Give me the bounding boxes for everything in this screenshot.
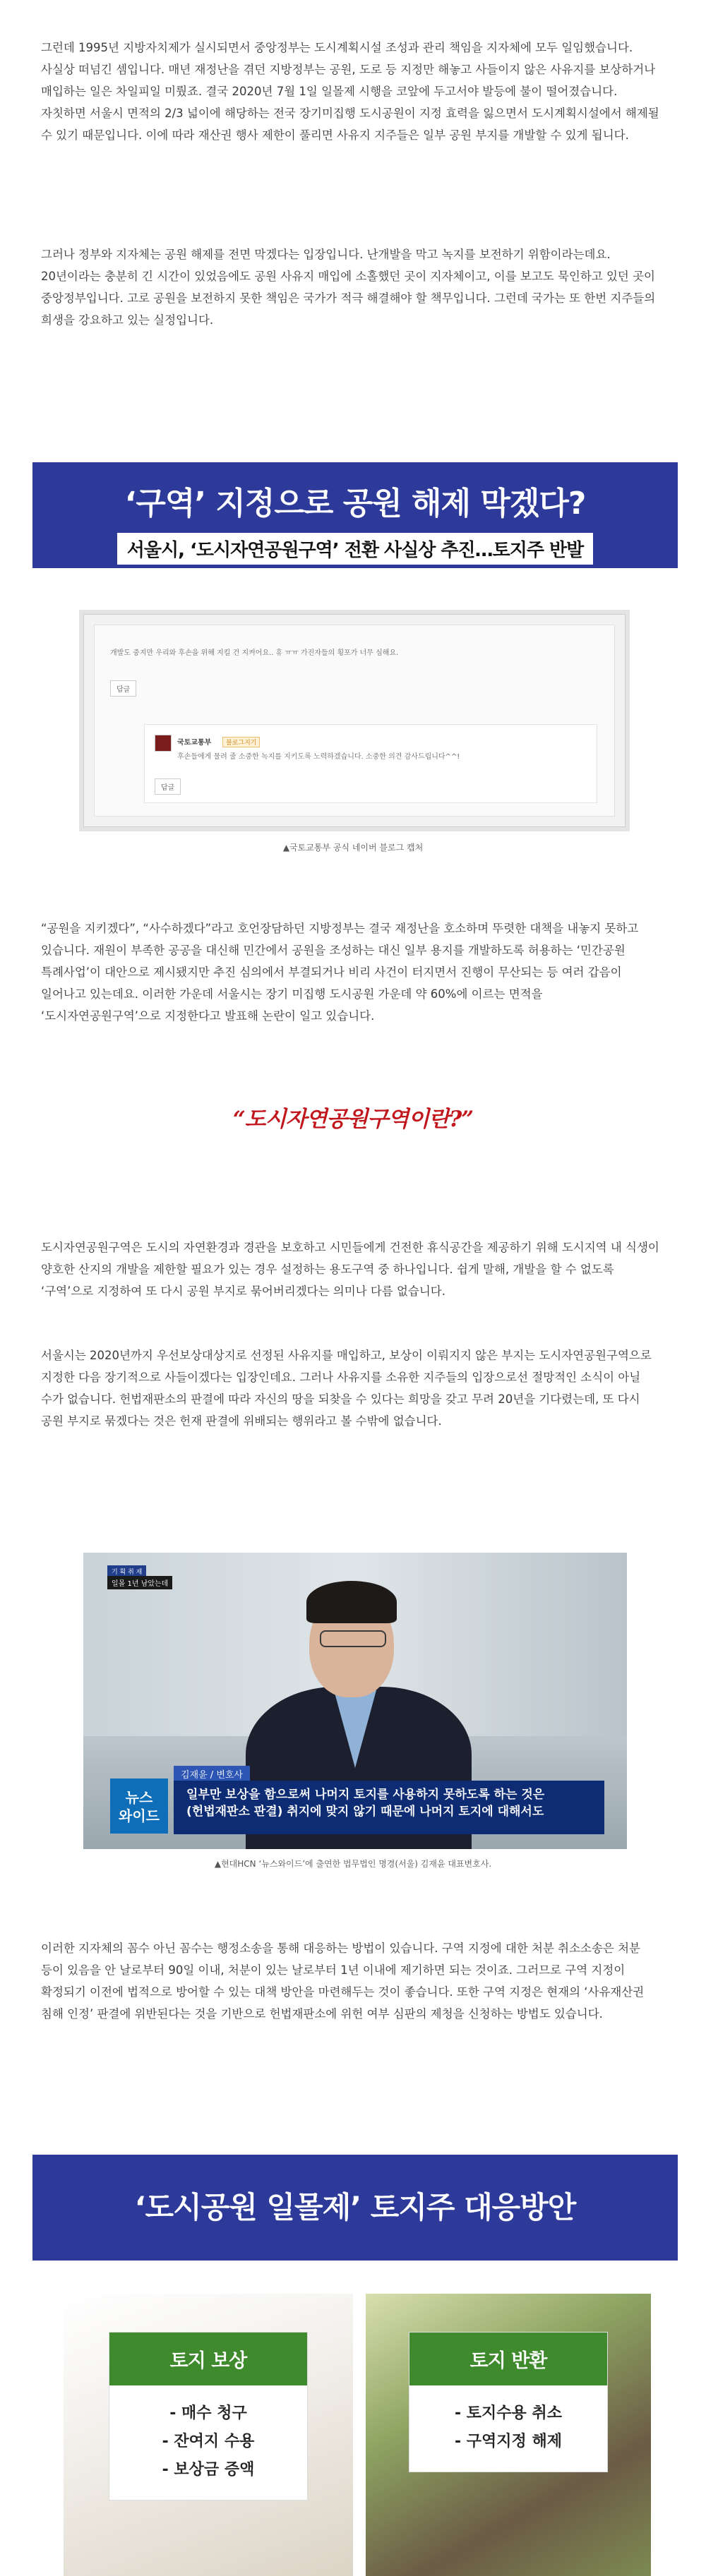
paragraph-5: 서울시는 2020년까지 우선보상대상지로 선정된 사유지를 매입하고, 보상이 이뤄지지 않은 부지는 도시자연공원구역으로 지정한 다음 장기적으로 사들이겠다는 입장인데요. 그러나 사유지를 소유한 지주들의 입장으로선 절망적인 소식이 아닐 수가 없습니다. 헌법재판소의 판결에 따라 자신의 땅을 되찾을 수 있다는 희망을 갖고 무려 20년을 기다렸는데, 또 다시 공원 부지로 묶겠다는 것은 헌재 판결에 위배되는 행위라고 볼 수밖에 없습니다.: [41, 1349, 652, 1428]
blog-comment-screenshot: [83, 614, 626, 827]
card-box-compensation: [109, 2333, 307, 2500]
subtitle-line-2: (헌법재판소 판결) 취지에 맞지 않기 때문에 나머지 토지에 대해서도: [186, 1805, 544, 1819]
paragraph-4: 도시자연공원구역은 도시의 자연환경과 경관을 보호하고 시민들에게 건전한 휴식공간을 제공하기 위해 도시지역 내 식생이 양호한 산지의 개발을 제한할 필요가 있는 경우 설정하는 용도구역 중 하나입니다. 쉽게 말해, 개발을 할 수 없도록 ‘구역’으로 지정하여 또 다시 공원 부지로 묶어버리겠다는 의미나 다름 없습니다.: [41, 1241, 659, 1298]
banner-subtitle: 서울시, ‘도시자연공원구역’ 전환 사실상 추진…토지주 반발: [117, 533, 594, 565]
video-subtitle: [174, 1781, 604, 1834]
speaker-name-tag: 김재윤 / 변호사: [174, 1766, 250, 1782]
reply-button-2: 답글: [155, 778, 181, 795]
interviewee-hair: [306, 1581, 397, 1623]
card-item: - 잔여지 수용: [162, 2433, 255, 2450]
card-title-compensation: 토지 보상: [109, 2333, 307, 2385]
section-heading-definition: “도시자연공원구역이란?”: [232, 1107, 474, 1132]
banner-title: ‘구역’ 지정으로 공원 해제 막겠다?: [124, 486, 586, 522]
card-item: - 보상금 증액: [162, 2461, 255, 2479]
reply-button: 답글: [110, 680, 136, 697]
paragraph-1: 그런데 1995년 지방자치제가 실시되면서 중앙정부는 도시계획시설 조성과 관리 책임을 지자체에 모두 일임했습니다. 사실상 떠넘긴 셈입니다. 매년 재정난을 겪던 지방정부는 공원, 도로 등 지정만 해놓고 사들이지 않은 사유지를 보상하거나 매입하는 일은 차일피일 미뤘죠. 결국 2020년 7월 1일 일몰제 시행을 코앞에 두고서야 발등에 불이 떨어졌습니다. 자칫하면 서울시 면적의 2/3 넓이에 해당하는 전국 장기미집행 도시공원이 지정 효력을 잃으면서 도시계획시설에서 해제될 수 있기 때문입니다. 이에 따라 재산권 행사 제한이 풀리면 사유지 지주들은 일부 공원 부지를 개발할 수 있게 됩니다.: [41, 41, 659, 142]
news-wide-logo: [110, 1778, 168, 1834]
section-banner-zone-designation: [32, 462, 678, 568]
paragraph-6: 이러한 지자체의 꼼수 아닌 꼼수는 행정소송을 통해 대응하는 방법이 있습니다. 구역 지정에 대한 처분 취소소송은 처분 등이 있음을 안 날로부터 90일 이내, 처분이 있는 날로부터 1년 이내에 제기하면 되는 것이죠. 그러므로 구역 지정이 확정되기 이전에 법적으로 방어할 수 있는 대책 방안을 마련해두는 것이 좋습니다. 또한 구역 지정은 현재의 ‘사유재산권 침해 인정’ 판결에 위반된다는 것을 기반으로 헌법재판소에 위헌 여부 심판의 제청을 신청하는 방법도 있습니다.: [41, 1942, 645, 2021]
reply-author: 국토교통부: [177, 739, 212, 747]
banner2-title: ‘도시공원 일몰제’ 토지주 대응방안: [134, 2190, 576, 2225]
card-list-compensation: [109, 2385, 307, 2500]
paragraph-3: “공원을 지키겠다”, “사수하겠다”라고 호언장담하던 지방정부는 결국 재정난을 호소하며 뚜렷한 대책을 내놓지 못하고 있습니다. 재원이 부족한 공공을 대신해 민간에서 공원을 조성하는 대신 일부 용지를 개발하도록 허용하는 ‘민간공원 특례사업’이 대안으로 제시됐지만 추진 심의에서 부결되거나 비리 사건이 터지면서 진행이 무산되는 등 여러 갑음이 일어나고 있는데요. 이러한 가운데 서울시는 장기 미집행 도시공원 가운데 약 60%에 이르는 면적을 ‘도시자연공원구역’으로 지정한다고 발표해 논란이 일고 있습니다.: [41, 922, 639, 1023]
card-item: - 토지수용 취소: [455, 2405, 562, 2422]
card-land-compensation: [64, 2294, 353, 2576]
subtitle-line-1: 일부만 보상을 함으로써 나머지 토지를 사용하지 못하도록 하는 것은: [186, 1788, 545, 1802]
interviewee-glasses: [320, 1630, 386, 1647]
logo-line-1: 뉴스: [125, 1789, 153, 1806]
card-land-return: [366, 2294, 651, 2576]
broadcast-tag: 기 획 취 재: [107, 1565, 146, 1577]
paragraph-2: 그러나 정부와 지자체는 공원 해제를 전면 막겠다는 입장입니다. 난개발을 막고 녹지를 보전하기 위함이라는데요. 20년이라는 충분히 긴 시간이 있었음에도 공원 사유지 매입에 소홀했던 곳이 지자체이고, 이를 보고도 묵인하고 있던 곳이 중앙정부입니다. 고로 공원을 보전하지 못한 책임은 국가가 적극 해결해야 할 책무입니다. 그런데 국가는 또 한번 지주들의 희생을 강요하고 있는 실정입니다.: [41, 248, 656, 327]
reply-box: [144, 724, 597, 803]
broadcast-subtag: 일몰 1년 남았는데: [107, 1576, 172, 1589]
card-item: - 구역지정 해제: [455, 2433, 562, 2450]
card-item: - 매수 청구: [169, 2405, 247, 2422]
card-box-return: [409, 2333, 607, 2472]
blog-owner-badge: 블로그지기: [222, 737, 260, 747]
section-banner-response: [32, 2155, 678, 2261]
screenshot-caption: ▲국토교통부 공식 네이버 블로그 캡처: [282, 843, 424, 853]
logo-line-2: 와이드: [119, 1807, 160, 1824]
author-avatar: [155, 735, 172, 752]
comment-text: 개발도 중지만 우리와 후손을 위해 지킬 건 지켜어요.. 휴 ㅠㅠ 가진자들의 횡포가 너무 심해요.: [110, 649, 399, 657]
video-caption: ▲현대HCN ‘뉴스와이드’에 출연한 법무법인 명경(서울) 김재윤 대표변호사.: [214, 1859, 492, 1869]
card-title-return: 토지 반환: [409, 2333, 607, 2385]
news-video-still: [83, 1553, 627, 1849]
reply-text: 후손들에게 물려 줄 소중한 녹지를 지키도록 노력하겠습니다. 소중한 의견 감사드립니다^^!: [177, 753, 460, 761]
card-list-return: [409, 2385, 607, 2472]
